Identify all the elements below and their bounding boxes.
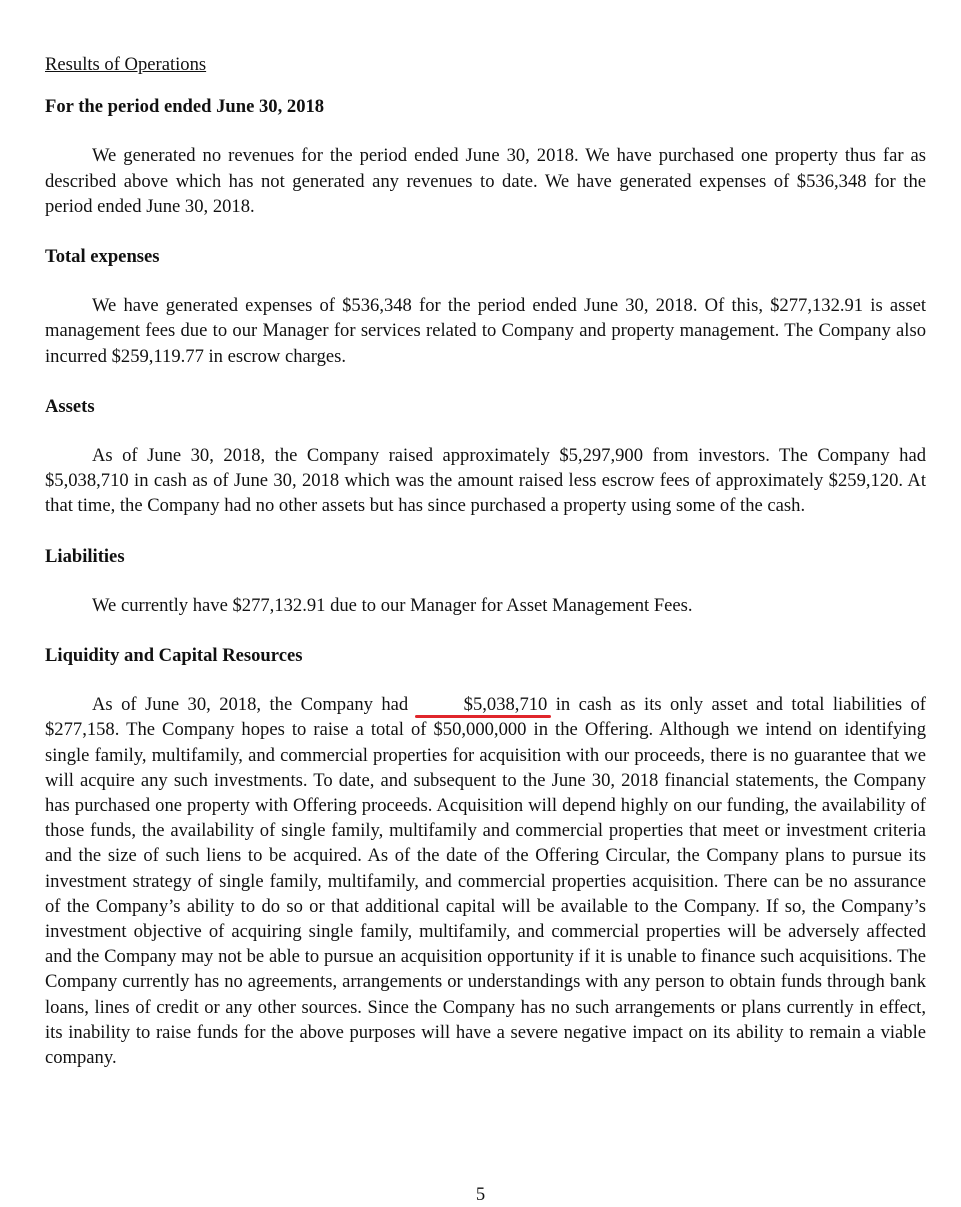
- assets-paragraph: As of June 30, 2018, the Company raised approximately $5,297,900 from investors. The Company had $5,038,710 in cash as of June 30, 2018 which was the amount raised less escrow fees of approximately $259,120. At that time, the Company had no other assets but has since purchased a property using some of the cash.: [45, 445, 926, 517]
- liquidity-text-after: in cash as its only asset and total liabilities of $277,158. The Company hopes to raise a total of $50,000,000 in the Offering. Although we intend on identifying single family, multifamily, and commercial properties for acquisition with our proceeds, there is no guarantee that we will acquire any such investments. To date, and subsequent to the June 30, 2018 financial statements, the Company has purchased one property with Offering proceeds. Acquisition will depend highly on our funding, the availability of those funds, the availability of single family, multifamily and commercial properties that meet or investment criteria and the size of such liens to be acquired. As of the date of the Offering Circular, the Company plans to pursue its investment strategy of single family, multifamily, and commercial properties acquisition. There can be no assurance of the Company’s ability to do so or that additional capital will be available to the Company. If so, the Company’s investment objective of acquiring single family, multifamily, and commercial properties will be adversely affected and the Company may not be able to pursue an acquisition opportunity if it is unable to finance such acquisitions. The Company currently has no agreements, arrangements or understandings with any person to obtain funds through bank loans, lines of credit or any other sources. Since the Company has no such arrangements or plans currently in effect, its inability to raise funds for the above purposes will have a severe negative impact on its ability to remain a viable company.: [45, 694, 927, 1069]
- expenses-heading: Total expenses: [45, 246, 160, 268]
- page-number: 5: [475, 1184, 486, 1205]
- liquidity-text-before: As of June 30, 2018, the Company had: [92, 694, 417, 716]
- section-title: Results of Operations: [45, 54, 207, 75]
- period-heading: For the period ended June 30, 2018: [45, 96, 325, 118]
- liabilities-heading: Liabilities: [45, 545, 125, 567]
- document-page: [45, 52, 926, 1070]
- assets-heading: Assets: [45, 395, 95, 417]
- highlighted-cash-amount: $5,038,710: [417, 692, 548, 717]
- liabilities-paragraph: We currently have $277,132.91 due to our Manager for Asset Management Fees.: [92, 594, 693, 616]
- expenses-paragraph: We have generated expenses of $536,348 for the period ended June 30, 2018. Of this, $277,132.91 is asset management fees due to our Manager for services related to Company and property management. The Company also incurred $259,119.77 in escrow charges.: [45, 295, 926, 367]
- period-paragraph: We generated no revenues for the period ended June 30, 2018. We have purchased one property thus far as described above which has not generated any revenues to date. We have generated expenses of $536,348 for the period ended June 30, 2018.: [45, 145, 926, 217]
- liquidity-heading: Liquidity and Capital Resources: [45, 645, 303, 667]
- liquidity-paragraph: [45, 692, 926, 1070]
